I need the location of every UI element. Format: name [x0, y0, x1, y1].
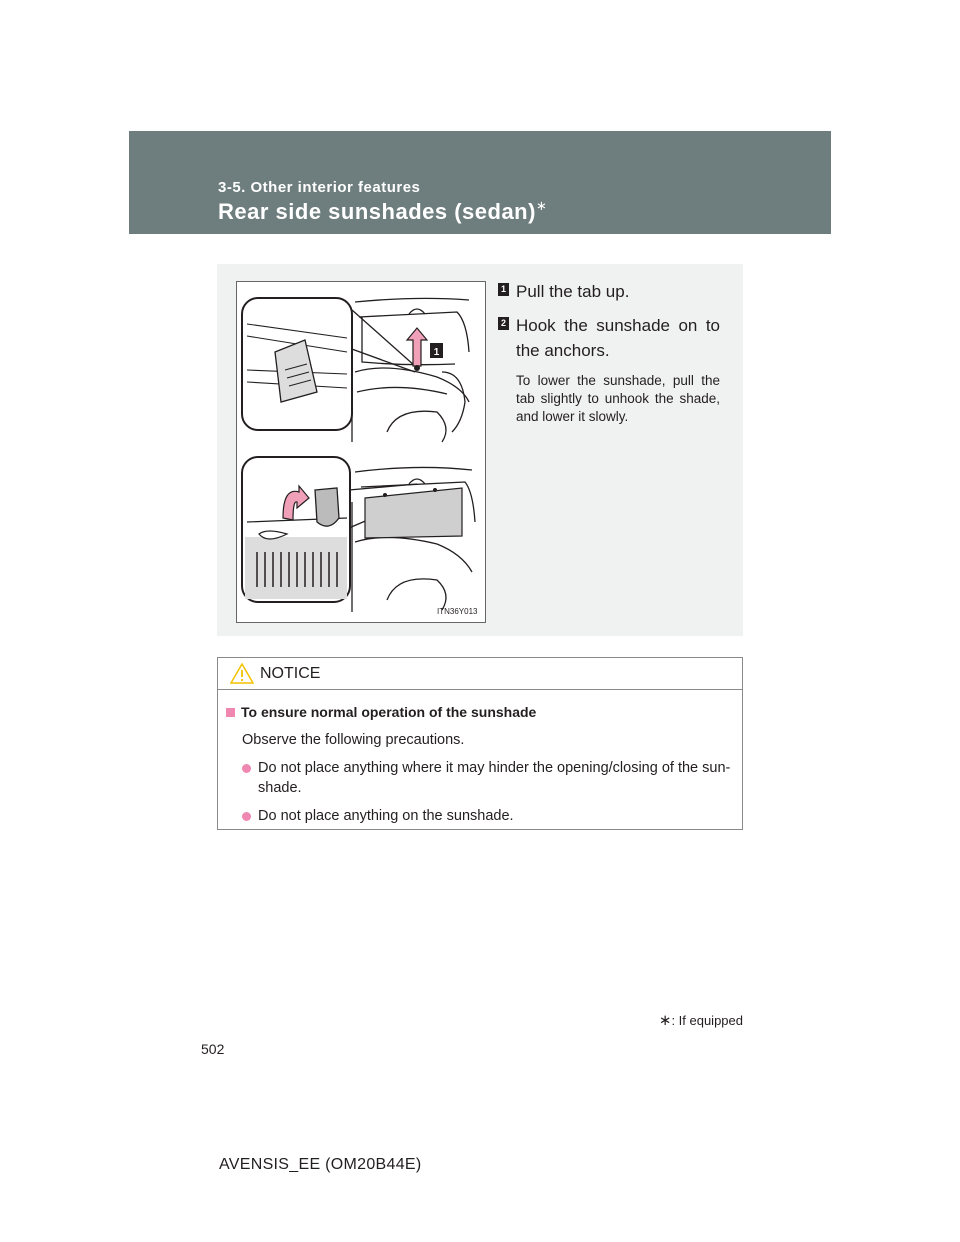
round-bullet-icon [242, 764, 251, 773]
step-text: Hook the sunshade on to the anchors. [516, 316, 720, 360]
notice-box [217, 657, 743, 830]
step-note: To lower the sunshade, pull the tab slightly to unhook the shade, and lower it slowly. [516, 373, 720, 424]
document-code: AVENSIS_EE (OM20B44E) [219, 1156, 422, 1173]
notice-intro: Observe the following precautions. [242, 732, 465, 748]
notice-header [218, 658, 742, 690]
steps-list [498, 279, 720, 426]
step-item [498, 313, 720, 363]
step-number-badge: 2 [498, 317, 509, 330]
page-number: 502 [201, 1041, 225, 1057]
notice-heading: To ensure normal operation of the sunshade [226, 702, 732, 722]
round-bullet-icon [242, 812, 251, 821]
notice-title: NOTICE [260, 665, 321, 682]
sunshade-illustration [236, 281, 486, 623]
notice-list-item: Do not place anything where it may hinder the opening/closing of the sun-shade. [242, 758, 732, 798]
footnote: ∗: If equipped [658, 1012, 743, 1029]
square-bullet-icon [226, 708, 235, 717]
step-text: Pull the tab up. [516, 282, 630, 301]
step-number-badge: 1 [498, 283, 509, 296]
notice-list-item: Do not place anything on the sunshade. [242, 806, 732, 826]
warning-triangle-icon [230, 663, 254, 689]
page-title: Rear side sunshades (sedan)∗ [218, 198, 548, 224]
image-code: ITN36Y013 [437, 607, 478, 616]
svg-text:1: 1 [433, 347, 440, 358]
title-footnote-marker: ∗ [535, 198, 548, 213]
callout-1 [430, 343, 443, 358]
step-item [498, 279, 720, 304]
notice-body [218, 690, 742, 826]
section-label: 3-5. Other interior features [218, 179, 421, 196]
